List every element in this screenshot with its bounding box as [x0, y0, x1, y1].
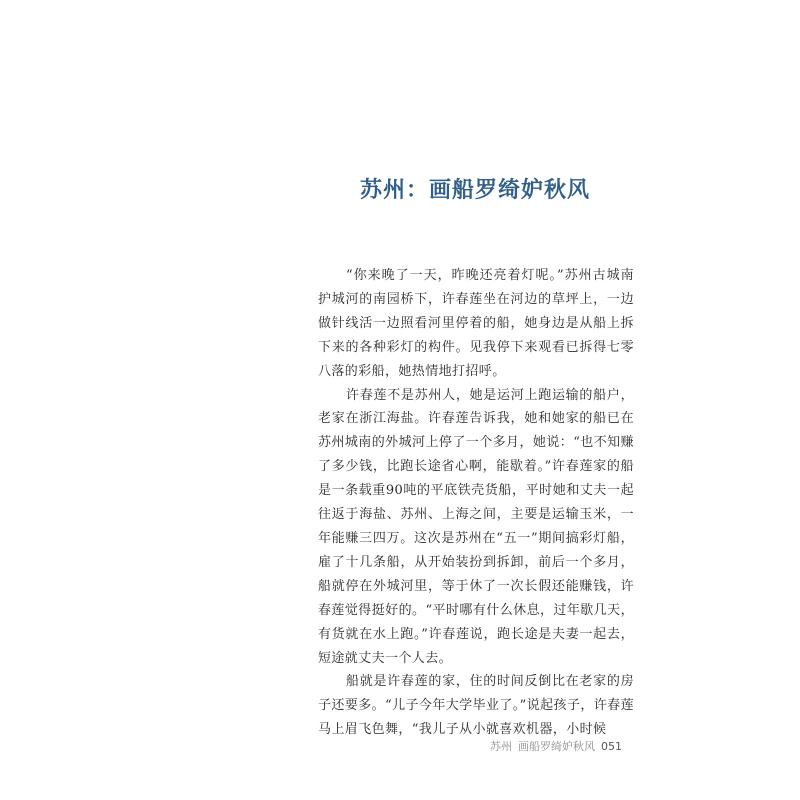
page-footer [490, 739, 630, 755]
page-title: 苏州：画船罗绮妒秋风 [360, 177, 591, 203]
page-number: 051 [601, 740, 622, 753]
paragraph: 许春莲不是苏州人，她是运河上跑运输的船户，老家在浙江海盐。许春莲告诉我，她和她家的船已在苏州城南的外城河上停了一个多月，她说：“也不知赚了多少钱，比跑长途省心啊，能歇着。”许春莲家的船是一条载重90吨的平底铁壳货船，平时她和丈夫一起往返于海盐、苏州、上海之间，主要是运输玉米，一年能赚三四万。这次是苏州在“五一”期间搞彩灯船，雇了十几条船，从开始装扮到拆卸，前后一个多月，船就停在外城河里，等于休了一次长假还能赚钱，许春莲觉得挺好的。“平时哪有什么休息，过年歇几天，有货就在水上跑。”许春莲说，跑长途是夫妻一起去，短途就丈夫一个人去。 [318, 387, 634, 666]
footer-chapter: 苏州 [490, 740, 512, 753]
paragraph: “你来晚了一天，昨晚还亮着灯呢。”苏州古城南护城河的南园桥下，许春莲坐在河边的草坪上，一边做针线活一边照看河里停着的船，她身边是从船上拆下来的各种彩灯的构件。见我停下来观看已拆得七零八落的彩船，她热情地打招呼。 [318, 268, 634, 379]
footer-running-title: 画船罗绮妒秋风 [518, 740, 595, 753]
paragraph: 船就是许春莲的家，住的时间反倒比在老家的房子还要多。“儿子今年大学毕业了。”说起孩子，许春莲马上眉飞色舞，“我儿子从小就喜欢机器，小时候 [318, 674, 634, 738]
body-text [318, 264, 634, 742]
